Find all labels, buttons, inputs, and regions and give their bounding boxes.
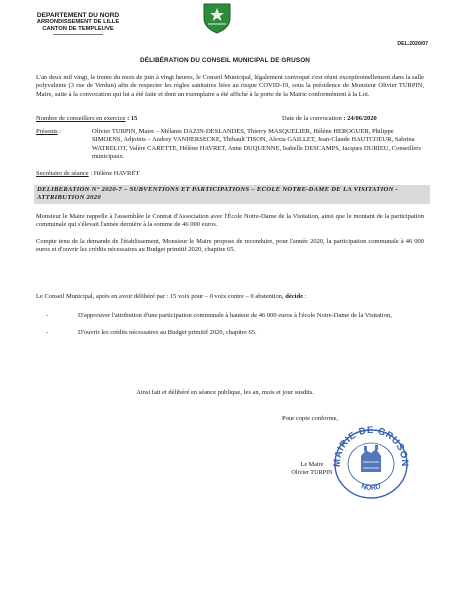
councillors-count [36, 115, 137, 122]
svg-text:NORD [360, 483, 381, 492]
town-crest-icon [202, 2, 232, 34]
bullet-dash-icon: - [46, 312, 49, 319]
document-title: DÉLIBÉRATION DU CONSEIL MUNICIPAL DE GRUSON [140, 57, 310, 64]
copy-conform-label: Pour copie conforme, [282, 415, 339, 422]
presents-list: Olivier TURPIN, Maire – Mélanie DAZIN-DESLANDES, Thierry MASQUELIER, Hélène HEROGUER, Philippe SIMOENS, Adjoints – Audrey VANHERSECKE, Thibault TISON, Alexia GAILLET, Jean-Claude HAUTCOEUR, Sabrina WATRELOT, Valère CARETTE, Hélène HAVRET, Anne DUQUENNE, Isabelle DESCAMPS, Jacques DURIEU, Conseillers municipaux. [92, 128, 421, 160]
decision-text: D'approuver l'attribution d'une participation communale à hauteur de 46 000 euros à l'école Notre-Dame de la Visitation, [78, 312, 392, 319]
administrative-header [22, 12, 134, 35]
canton-line: CANTON DE TEMPLEUVE [42, 26, 114, 32]
convocation-label: Date de la convocation [282, 115, 342, 122]
stamp-bottom-text: NORD [360, 483, 382, 493]
convocation-date [282, 115, 377, 122]
closing-statement: Ainsi fait et délibéré en séance publique, les an, mois et jour susdits. [136, 389, 314, 396]
bullet-dash-icon: - [46, 329, 49, 336]
department-line: DEPARTEMENT DU NORD [36, 12, 120, 19]
deliberation-title-banner: DELIBERATION N° 2020-7 – SUBVENTIONS ET PARTICIPATIONS – ECOLE NOTRE-DAME DE LA VISITATION - ATTRIBUTION 2020 [34, 185, 430, 204]
proposal-paragraph: Compte tenu de la demande de l'établissement, Monsieur le Maire propose de reconduire, pour l'année 2020, la participation communale à 46 000 euros et d'ouvrir les crédits nécessaires au Budget primitif 2020, chapitre 65. [36, 238, 424, 254]
decision-text: D'ouvrir les crédits nécessaires au Budget primitif 2020, chapitre 65. [78, 329, 257, 336]
decides-word: décide [285, 293, 303, 300]
mayor-role: Le Maire [300, 461, 324, 468]
arrondissement-line: ARRONDISSEMENT DE LILLE [36, 19, 120, 25]
council-vote: Le Conseil Municipal, après en avoir délibéré par : 15 voix pour – 0 voix contre – 0 abstention, décide : [36, 293, 307, 300]
councillors-value: : 15 [127, 115, 138, 122]
mayor-name: Olivier TURPIN [291, 468, 333, 476]
councillors-label: Nombre de conseillers en exercice [36, 115, 126, 122]
header-rule [53, 34, 103, 35]
secretary-value: : Hélène HAVRET [88, 170, 140, 177]
recall-paragraph: Monsieur le Maire rappelle à l'assemblée le Contrat d'Association avec l'École Notre-Dame de la Visitation, ainsi que le montant de la participation communale qui s'élevait l'année dernière à la somme de 46 000 euros. [36, 213, 424, 229]
deliberation-reference: DEL.2020/07 [397, 41, 428, 47]
intro-paragraph: L'an deux mil vingt, le trente du mois de juin à vingt heures, le Conseil Municipal, légalement convoqué s'est réuni exceptionnellement dans la salle polyvalente (3 rue de Verdun) afin de respecter les règles sanitaires liées au risque COVID-19, sous la présidence de Monsieur Olivier TURPIN, Maire, suite à la convocation qui lui a été faite et dont un exemplaire a été affiché à la porte de la Mairie conformément à la Loi. [36, 74, 424, 98]
stamp-top-text: MAIRIE DE GRUSON [331, 424, 411, 468]
official-stamp-icon [330, 420, 412, 500]
presents-label: Présents : [36, 128, 62, 135]
secretary-label: Secrétaire de séance [36, 170, 89, 177]
mayor-signature-block [284, 461, 340, 476]
session-secretary [36, 170, 139, 177]
convocation-value: : 24/06/2020 [343, 115, 377, 122]
